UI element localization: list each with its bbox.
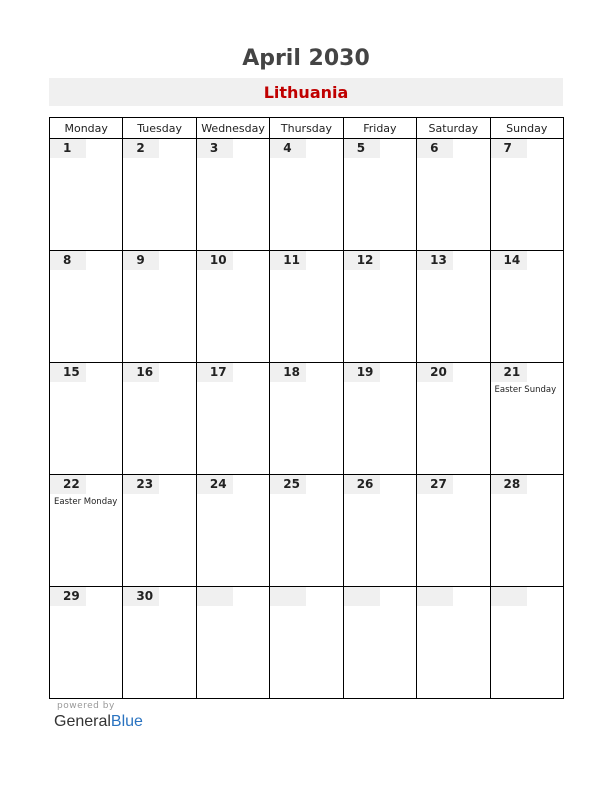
day-number bbox=[491, 587, 527, 606]
day-number: 8 bbox=[50, 251, 86, 270]
day-number: 3 bbox=[197, 139, 233, 158]
day-number bbox=[344, 587, 380, 606]
day-number: 29 bbox=[50, 587, 86, 606]
day-number: 22 bbox=[50, 475, 86, 494]
day-cell bbox=[196, 587, 269, 699]
day-cell bbox=[270, 139, 343, 251]
holiday-label: Easter Monday bbox=[54, 497, 118, 507]
day-cell bbox=[270, 475, 343, 587]
day-cell bbox=[490, 475, 563, 587]
day-number: 27 bbox=[417, 475, 453, 494]
day-cell bbox=[270, 587, 343, 699]
day-cell bbox=[196, 139, 269, 251]
day-cell bbox=[270, 251, 343, 363]
day-cell bbox=[50, 475, 123, 587]
weekday-monday: Monday bbox=[50, 118, 123, 139]
day-number: 15 bbox=[50, 363, 86, 382]
calendar-body bbox=[50, 139, 564, 699]
week-row bbox=[50, 475, 564, 587]
day-number: 13 bbox=[417, 251, 453, 270]
day-cell bbox=[417, 587, 490, 699]
day-cell bbox=[270, 363, 343, 475]
day-number: 10 bbox=[197, 251, 233, 270]
weekday-header-row bbox=[50, 118, 564, 139]
day-cell bbox=[490, 251, 563, 363]
weekday-thursday: Thursday bbox=[270, 118, 343, 139]
day-number: 12 bbox=[344, 251, 380, 270]
day-cell bbox=[490, 363, 563, 475]
day-number bbox=[417, 587, 453, 606]
day-cell bbox=[490, 139, 563, 251]
country-banner bbox=[49, 78, 563, 106]
weekday-saturday: Saturday bbox=[417, 118, 490, 139]
day-cell bbox=[50, 587, 123, 699]
day-cell bbox=[417, 475, 490, 587]
day-number: 19 bbox=[344, 363, 380, 382]
day-number: 7 bbox=[491, 139, 527, 158]
week-row bbox=[50, 363, 564, 475]
day-number: 21 bbox=[491, 363, 527, 382]
day-number bbox=[270, 587, 306, 606]
day-cell bbox=[123, 475, 196, 587]
day-cell bbox=[417, 139, 490, 251]
weekday-friday: Friday bbox=[343, 118, 416, 139]
day-number: 1 bbox=[50, 139, 86, 158]
day-cell bbox=[343, 475, 416, 587]
weekday-wednesday: Wednesday bbox=[196, 118, 269, 139]
brand-general: General bbox=[54, 713, 111, 730]
day-number: 14 bbox=[491, 251, 527, 270]
holiday-label: Easter Sunday bbox=[494, 385, 557, 395]
day-number: 25 bbox=[270, 475, 306, 494]
generalblue-logo bbox=[54, 713, 143, 731]
calendar-grid bbox=[49, 117, 564, 699]
weekday-tuesday: Tuesday bbox=[123, 118, 196, 139]
week-row bbox=[50, 587, 564, 699]
day-number: 6 bbox=[417, 139, 453, 158]
day-cell bbox=[343, 587, 416, 699]
day-number: 20 bbox=[417, 363, 453, 382]
day-cell bbox=[196, 251, 269, 363]
day-cell bbox=[343, 139, 416, 251]
country-name: Lithuania bbox=[263, 83, 349, 102]
powered-by-text: powered by bbox=[57, 701, 115, 711]
day-number: 17 bbox=[197, 363, 233, 382]
week-row bbox=[50, 251, 564, 363]
day-cell bbox=[490, 587, 563, 699]
day-cell bbox=[123, 139, 196, 251]
day-cell bbox=[50, 139, 123, 251]
day-cell bbox=[417, 363, 490, 475]
brand-blue: Blue bbox=[110, 713, 143, 730]
day-number: 2 bbox=[123, 139, 159, 158]
day-number: 5 bbox=[344, 139, 380, 158]
day-number: 28 bbox=[491, 475, 527, 494]
day-cell bbox=[123, 363, 196, 475]
day-cell bbox=[123, 587, 196, 699]
day-cell bbox=[123, 251, 196, 363]
day-cell bbox=[343, 251, 416, 363]
weekday-sunday: Sunday bbox=[490, 118, 563, 139]
day-cell bbox=[50, 251, 123, 363]
day-cell bbox=[417, 251, 490, 363]
day-number: 23 bbox=[123, 475, 159, 494]
day-number: 4 bbox=[270, 139, 306, 158]
day-number: 18 bbox=[270, 363, 306, 382]
day-cell bbox=[50, 363, 123, 475]
day-cell bbox=[196, 475, 269, 587]
day-number: 26 bbox=[344, 475, 380, 494]
day-number: 24 bbox=[197, 475, 233, 494]
day-number: 11 bbox=[270, 251, 306, 270]
week-row bbox=[50, 139, 564, 251]
day-number bbox=[197, 587, 233, 606]
day-cell bbox=[196, 363, 269, 475]
day-number: 16 bbox=[123, 363, 159, 382]
day-number: 9 bbox=[123, 251, 159, 270]
day-number: 30 bbox=[123, 587, 159, 606]
page-title: April 2030 bbox=[242, 46, 370, 71]
day-cell bbox=[343, 363, 416, 475]
